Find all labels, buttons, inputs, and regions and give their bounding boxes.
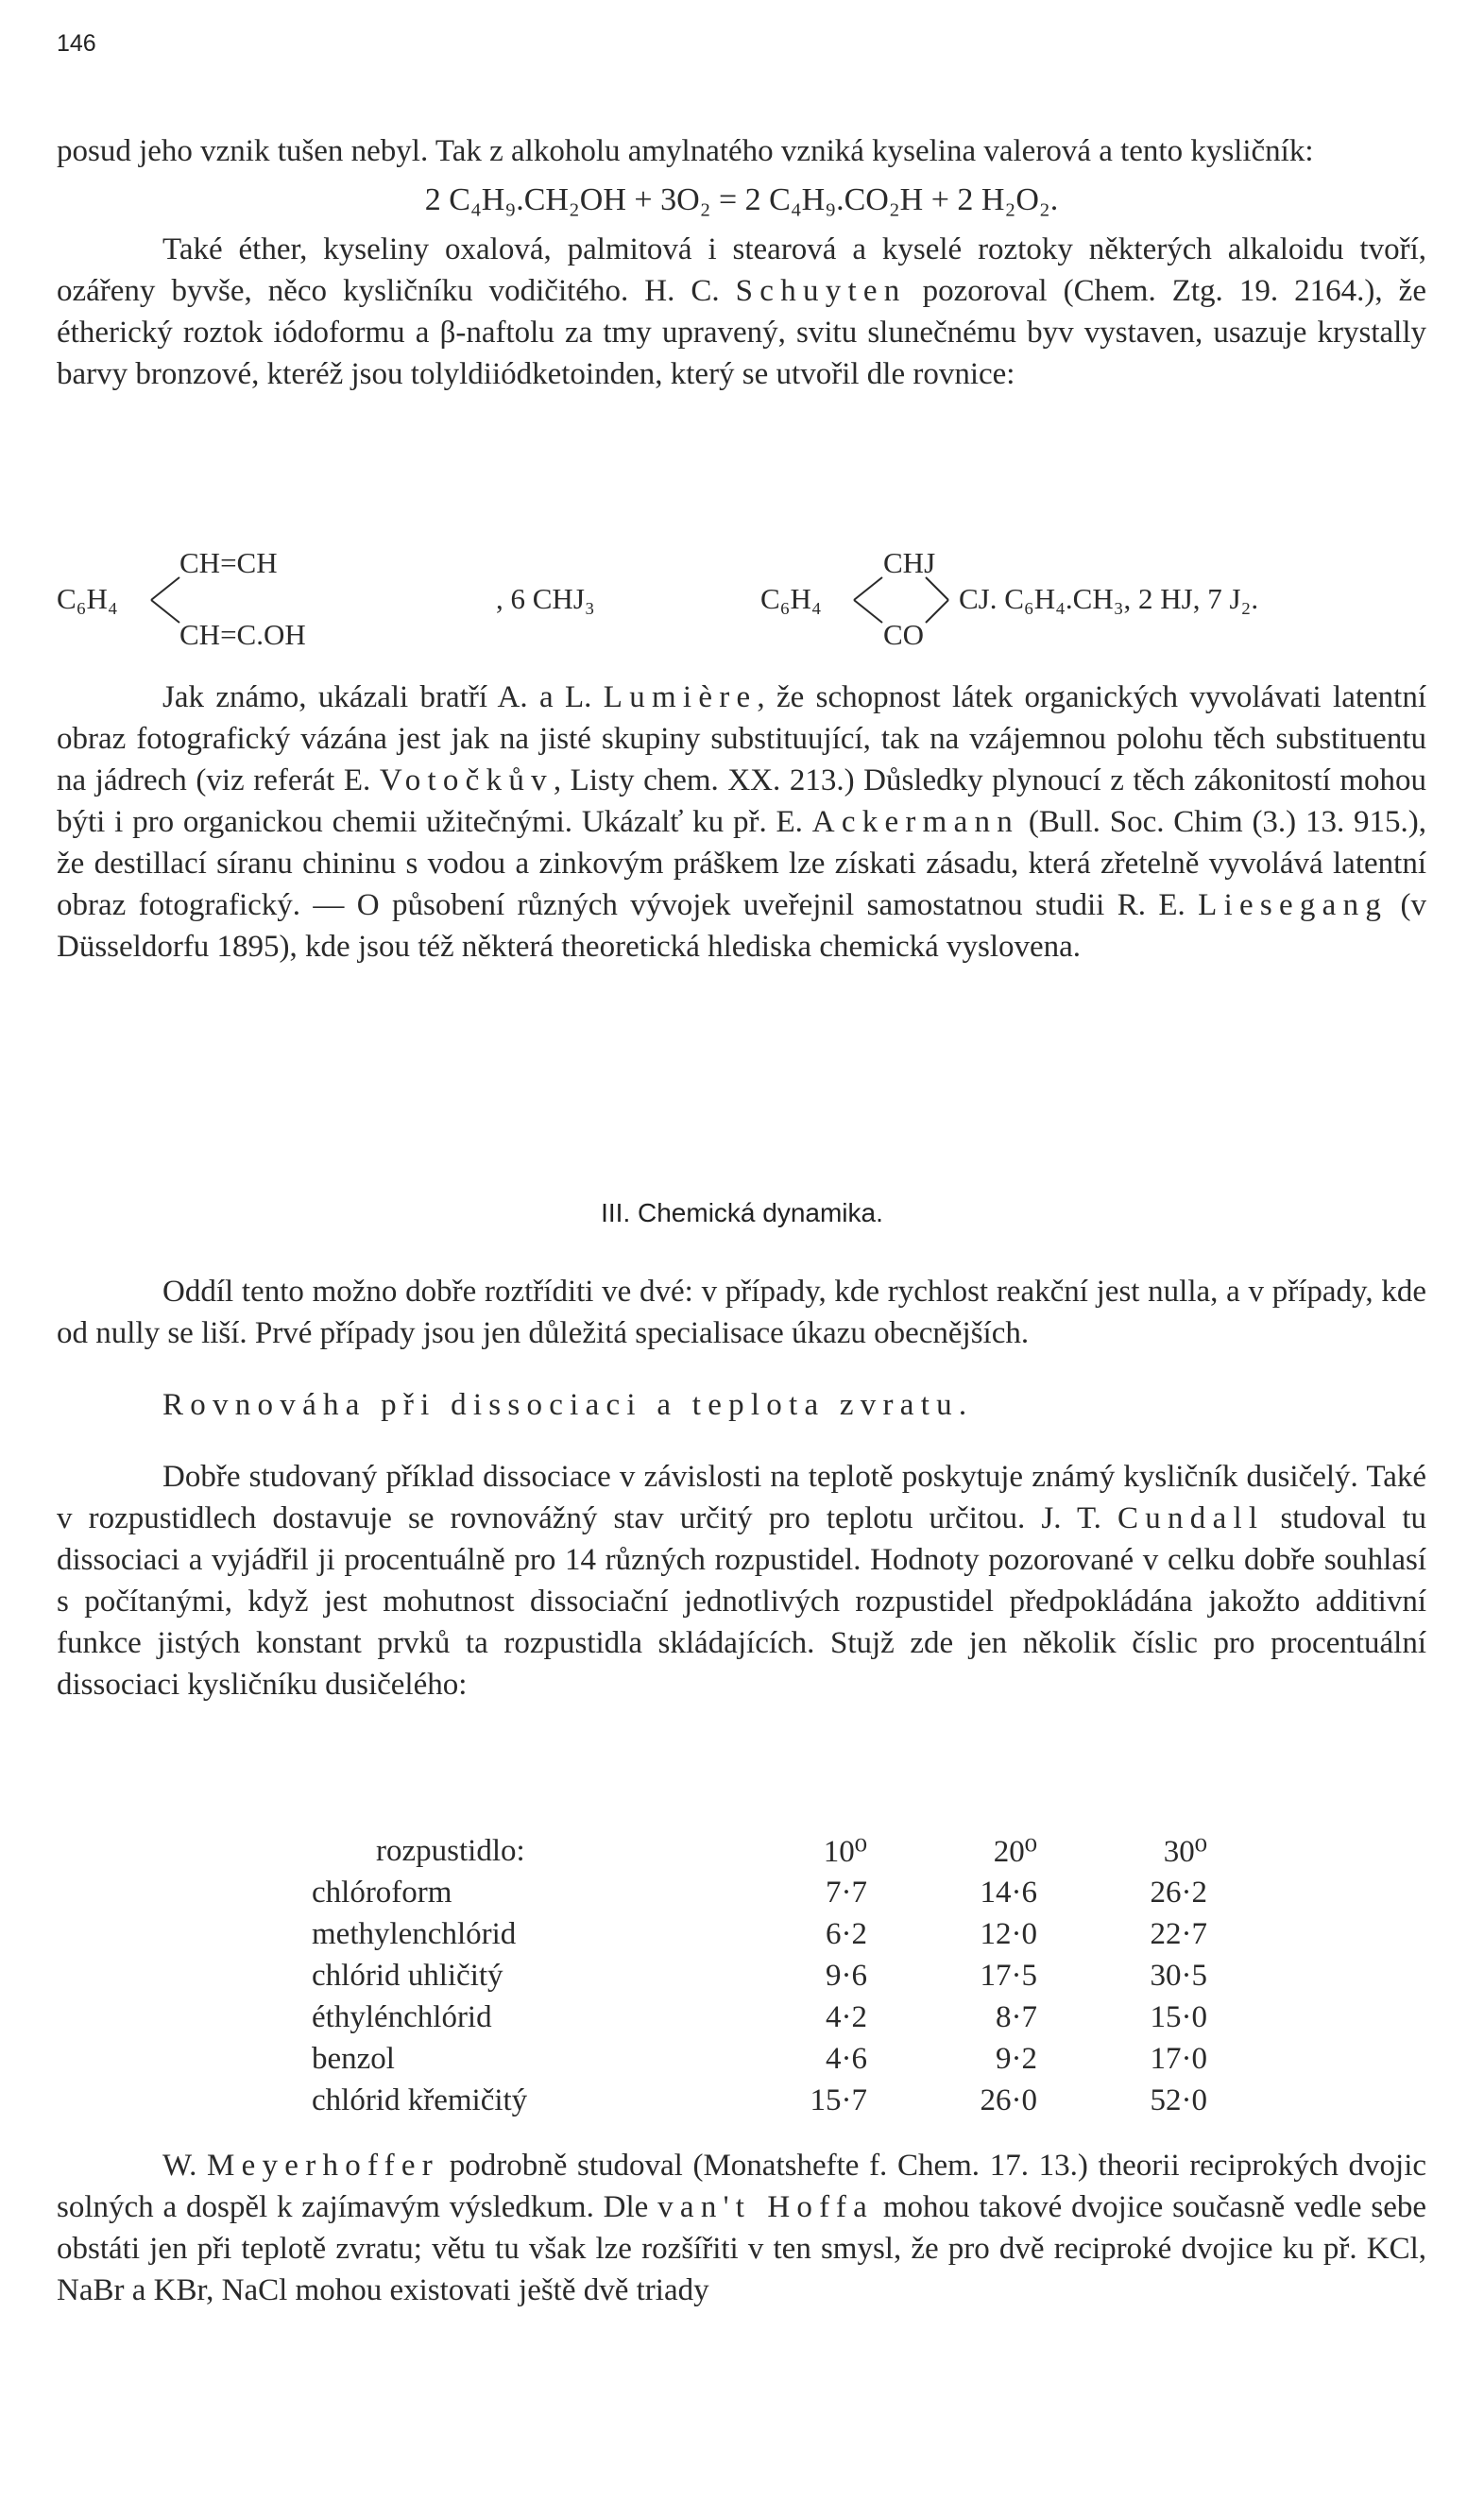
amyl-equation: 2 C₄H₉.CH₂OH + 3O₂ = 2 C₄H₉.CO₂H + 2 H₂O₂. [424,182,1059,217]
table-cell-30: 52·0 [1150,2082,1207,2117]
table-cell-solvent: methylenchlórid [312,1916,517,1951]
table-cell-20: 9·2 [996,2041,1037,2076]
meyerhoffer-text-3: mohou takové dvojice současně vedle sebe obstáti jen při teplotě zvratu; větu tu však lze rozšířiti v ten smysl, že pro dvě reciproké dvojice ku př. KCl, NaBr a KBr, NaCl mohou existovati ještě dvě triady [57,2190,1427,2307]
table-cell-solvent: chlórid křemičitý [312,2082,528,2117]
intro-paragraph: posud jeho vznik tušen nebyl. Tak z alkoholu amylnatého vzniká kyselina valerová a tento kysličník: [57,134,1314,168]
dynamics-section [57,1271,1426,1705]
formula-reagent: , 6 CHJ₃ [496,582,595,615]
dissociation-table [312,1830,1226,2121]
table-cell-20: 14·6 [980,1875,1037,1910]
meyerhoffer-section [57,2145,1426,2311]
formula-right-tail: CJ. C₆H₄.CH₃, 2 HJ, 7 J₂. [959,582,1259,615]
lumiere-text-2: , že schopnost látek organických vyvolávati latentní obraz fotografický vázána jest jak na jisté skupiny substituující, tak na vzájemnou polohu těch substituentu na jádrech (viz referát E. [57,680,1426,797]
author-schuyten: Schuyten [735,274,907,308]
formula-right-bracket [850,572,954,628]
table-cell-30: 22·7 [1150,1916,1207,1951]
page-number: 146 [57,30,96,57]
author-liesegang: Liesegang [1198,888,1389,922]
author-lumiere: Lumière [603,680,758,714]
author-ackermann: Ackermann [811,805,1020,839]
table-header-solvent: rozpustidlo: [376,1833,525,1868]
meyerhoffer-text-1: W. [162,2149,197,2183]
structural-formula [57,543,1426,666]
cundall-text-1: Dobře studovaný příklad dissociace v závislosti na teplotě poskytuje známý kysličník dusičelý. Také v rozpustidlech dostavuje se rovnovážný stav určitý pro teplotu určitou. J. T. [57,1460,1426,1535]
intro-section [57,130,1426,395]
formula-left-base: C₆H₄ [57,582,118,615]
lumiere-text-4: (Bull. Soc. Chim (3.) 13. 915.), že destillací síranu chininu s vodou a zinkovým práškem lze získati zásadu, která zřetelně vyvolává latentní obraz fotografický. — O působení různých vývojek uveřejnil samostatnou studii R. E. [57,805,1427,922]
lumiere-text-5: (v Düsseldorfu 1895), kde jsou též některá theoretická hlediska chemická vyslovena. [57,888,1426,964]
cundall-paragraph [57,1456,1426,1705]
table-cell-30: 30·5 [1150,1958,1207,1993]
table-row [312,1913,1226,1955]
table-row [312,2038,1226,2080]
formula-left-lower: CH=C.OH [179,618,306,651]
table-header-30: 30⁰ [1163,1835,1207,1869]
table-cell-30: 26·2 [1150,1875,1207,1910]
table-header-20: 20⁰ [993,1835,1037,1869]
table-row [312,1955,1226,1996]
table-cell-30: 15·0 [1150,1999,1207,2034]
schuyten-text-1: Také éther, kyseliny oxalová, palmitová i stearová a kyselé roztoky některých alkaloidu tvoří, ozářeny byvše, něco kysličníku vodičitého. H. C. [57,232,1426,308]
table-cell-solvent: chlóroform [312,1875,452,1910]
meyerhoffer-text-2: podrobně studoval (Monatshefte f. Chem. 17. 13.) theorii reciprokých dvojic solných a dospěl k zajímavým výsledkum. Dle [57,2149,1427,2224]
lumiere-text-1: Jak známo, ukázali bratří A. a L. [162,680,592,714]
table-cell-10: 7·7 [826,1875,867,1910]
meyerhoffer-paragraph [57,2145,1426,2311]
table-row [312,1872,1226,1913]
author-vant-hoff: van't Hoffa [657,2190,874,2224]
table-cell-30: 17·0 [1150,2041,1207,2076]
dynamics-intro-paragraph: Oddíl tento možno dobře roztříditi ve dvé: v případy, kde rychlost reakční jest nulla, a v případy, kde od nully se liší. Prvé případy jsou jen důležitá specialisace úkazu obecnějších. [57,1275,1426,1350]
formula-right-base: C₆H₄ [760,582,822,615]
section-heading: III. Chemická dynamika. [601,1198,883,1227]
table-cell-10: 4·6 [826,2041,867,2076]
table-header-10: 10⁰ [823,1835,867,1869]
author-votocek: Votočkův [379,763,554,797]
table-cell-20: 26·0 [980,2082,1037,2117]
table-cell-10: 6·2 [826,1916,867,1951]
schuyten-paragraph [57,229,1426,395]
author-cundall: Cundall [1117,1501,1265,1535]
lumiere-paragraph [57,677,1426,968]
table-header-row [312,1830,1226,1872]
table-cell-20: 17·5 [980,1958,1037,1993]
schuyten-text-2: pozoroval (Chem. Ztg. 19. 2164.), že étherický roztok iódoformu a β-naftolu za tmy upravený, svitu slunečnému byv vystaven, usazuje krystally barvy bronzové, kteréž jsou tolyldiiódketoinden, který se utvořil dle rovnice: [57,274,1426,391]
formula-right-lower: CO [883,618,925,651]
formula-left-bracket [147,572,185,628]
lumiere-section [57,677,1426,968]
formula-left-upper: CH=CH [179,546,278,579]
table-cell-20: 8·7 [996,1999,1037,2034]
author-meyerhoffer: Meyerhoffer [207,2149,440,2183]
table-cell-20: 12·0 [980,1916,1037,1951]
table-row [312,1996,1226,2038]
table-cell-solvent: chlórid uhličitý [312,1958,503,1993]
table-cell-solvent: éthylénchlórid [312,1999,492,2034]
table-cell-10: 9·6 [826,1958,867,1993]
cundall-text-2: studoval tu dissociaci a vyjádřil ji procentuálně pro 14 různých rozpustidel. Hodnoty pozorované v celku dobře souhlasí s počítanými, když jest mohutnost dissociační jednotlivých rozpustidel předpokládána jakožto additivní funkce jistých konstant prvků ta rozpustidla skládajících. Stujž zde jen několik číslic pro procentuální dissociaci kysličníku dusičelého: [57,1501,1427,1702]
formula-right-upper: CHJ [883,546,936,579]
table-cell-10: 15·7 [810,2082,867,2117]
lumiere-text-3: , Listy chem. XX. 213.) Důsledky plynoucí z těch zákonitostí mohou býti i pro organickou chemii užitečnými. Ukázalť ku př. E. [57,763,1427,839]
subheading-equilibrium: Rovnováha při dissociaci a teplota zvratu. [162,1388,974,1422]
table-row [312,2080,1226,2121]
table-cell-solvent: benzol [312,2041,395,2076]
table-cell-10: 4·2 [826,1999,867,2034]
